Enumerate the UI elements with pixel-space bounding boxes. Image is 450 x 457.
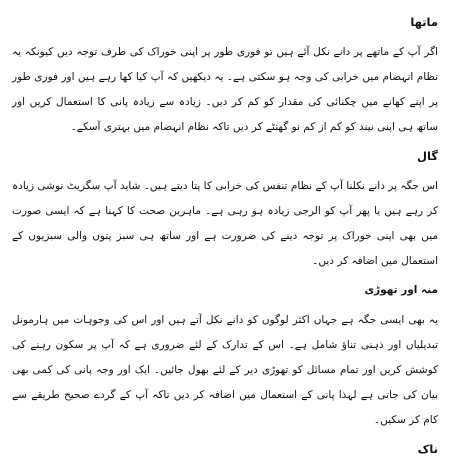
section-heading-mouth-chin: منہ اور تھوڑی <box>364 284 438 296</box>
section-heading-nose: ناک <box>417 442 438 456</box>
section-paragraph-mouth-chin: یہ بھی ایسی جگہ ہے جہاں اکثر لوگوں کو دانے نکل آتے ہیں اور اس کی وجوہات میں ہارمونل تبدیلیاں اور ذہنی تناؤ شامل ہے۔ اس کے تدارک کے لئے ضروری ہے کہ آپ پر سکون رہنے کی کوشش کریں اور تمام مسائل کو تھوڑی دیر کے لئے بھول جائیں۔ ایک اور وجہ پانی کی کمی بھی بیان کی جاتی ہے لہذا پانی کے استعمال میں اضافہ کر دیں تاکہ آپ کے گردے صحیح طریقے سے کام کر سکیں۔ <box>12 314 438 426</box>
section-paragraph-cheeks: اس جگہ پر دانے نکلنا آپ کے نظام تنفس کی خرابی کا پتا دیتے ہیں۔ شاید آپ سگریٹ نوشی زیادہ کر رہے ہیں یا پھر آپ کو الرجی زیادہ ہو رہی ہے۔ ماہرین صحت کا کہنا ہے کہ ایسی صورت میں بھی اپنی خوراک پر توجہ دینے کی ضرورت ہے اور ساتھ ہی سبز پتوں والی سبزیوں کے استعمال میں اضافہ کر دیں۔ <box>12 180 438 267</box>
section-heading-cheeks: گال <box>417 149 438 163</box>
section-paragraph-forehead: اگر آپ کے ماتھے پر دانے نکل آئے ہیں تو فوری طور پر اپنی خوراک کی طرف توجہ دیں کیونکہ یہ نظام انہضام میں خرابی کی وجہ ہو سکتی ہے۔ یہ دیکھیں کہ آپ کیا کھا رہے ہیں اور فوری طور پر اپنے کھانے میں چکنائی کی مقدار کو کم کر دیں۔ زیادہ سے زیادہ پانی کا استعمال کریں اور ساتھ ہی اپنی نیند کو کم از کم نو گھنٹے کر دیں تاکہ نظام انہضام میں بہتری آسکے۔ <box>12 46 438 133</box>
section-heading-forehead: ماتھا <box>410 15 438 29</box>
